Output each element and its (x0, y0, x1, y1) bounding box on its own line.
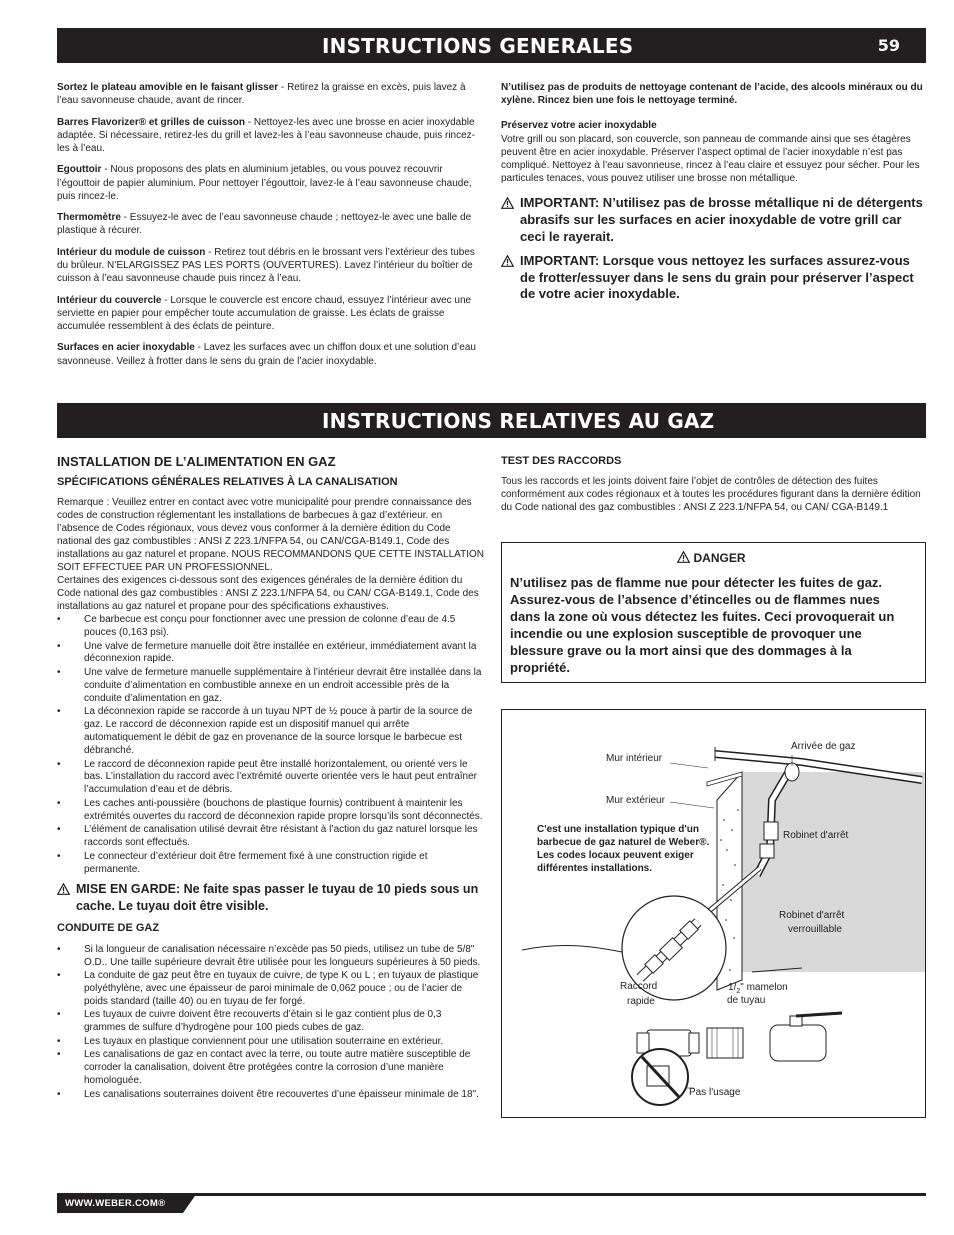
label-raccord-2: rapide (627, 996, 655, 1007)
label-robinet-verrouillable-2: verrouillable (788, 924, 842, 935)
spec-bullet-list (57, 614, 485, 876)
spec-title: SPÉCIFICATIONS GÉNÉRALES RELATIVES À LA CANALISATION (57, 476, 398, 489)
paragraph-heading: Egouttoir (57, 164, 102, 176)
general-paragraph (57, 341, 485, 367)
list-item: • Les canalisations souterraines doivent être recouvertes d’une épaisseur minimale de 18". (57, 1089, 485, 1102)
warning-icon (501, 255, 514, 267)
conduite-bullet-list (57, 944, 485, 1102)
list-item: • Le raccord de déconnexion rapide peut être installé horizontalement, ou orienté vers le bas. L’installation du raccord avec l’extrémité ouverte orientée vers le haut peut entraîner l’accumulation d’eau et de débris. (57, 759, 485, 798)
list-item: • La déconnexion rapide se raccorde à un tuyau NPT de ½ pouce à partir de la source de gaz. Le raccord de déconnexion rapide est un dispositif manuel qui arrête automatiquement le débit de gaz en provenance de la source lorsque le barbecue est débranché. (57, 706, 485, 758)
test-text: Tous les raccords et les joints doivent faire l’objet de contrôles de détection des fuites conformément aux codes régionaux et à toutes les procédures figurant dans la dernière édition du Code national des gaz combustibles : ANSI Z 223.1/NFPA 54, ou CAN/ CGA-B149.1 (501, 476, 921, 514)
list-item: • Les tuyaux en plastique conviennent pour une utilisation souterraine en extérieur. (57, 1036, 485, 1049)
general-paragraph (57, 116, 485, 156)
gas-right-column (501, 455, 926, 515)
list-item: • Ce barbecue est conçu pour fonctionner avec une pression de colonne d’eau de 4.5 pouces (0,163 psi). (57, 614, 485, 640)
paragraph-heading: Barres Flavorizer® et grilles de cuisson (57, 116, 245, 128)
preserve-text: Votre grill ou son placard, son couvercle, son panneau de commande ainsi que ses étagères peuvent être en acier inoxydable. Préserver l’aspect optimal de l’acier inoxydable n’est pas compliqué. Nettoyez à l’eau savonneuse, rincez à l’eau claire et essuyez pour sécher. Pour les particules tenaces, vous pouvez utiliser une brosse non métallique. (501, 133, 920, 185)
page-number: 59 (877, 36, 900, 55)
list-item: • Une valve de fermeture manuelle doit être installée en extérieur, immédiatement avant la déconnexion rapide. (57, 641, 485, 667)
label-robinet-arret: Robinet d'arrêt (783, 830, 849, 841)
diagram-note: C'est une installation typique d'un barbecue de gaz naturel de Weber®. Les codes locaux peuvent exiger différentes installations. (537, 824, 710, 874)
paragraph-text: - Nous proposons des plats en aluminium jetables, ou vous pouvez recouvrir l’égouttoir de papier aluminium. Pour nettoyer l’égouttoir, lavez-le à l’eau savonneuse chaude, puis rincez-le. (57, 164, 472, 202)
paragraph-heading: Sortez le plateau amovible en le faisant glisser (57, 82, 279, 93)
general-paragraph (57, 294, 485, 334)
conduite-title: CONDUITE DE GAZ (57, 922, 160, 935)
gas-left-column (57, 455, 485, 1101)
danger-text: N’utilisez pas de flamme nue pour détecter les fuites de gaz. Assurez-vous de l’absence d’étincelles ou de flammes nues dans la zone où vous détectez les fuites. Ceci provoquerait un incendie ou une explosion susceptible de provoquer une blessure grave ou la mort ainsi que des dommages à la propriété. (510, 575, 895, 675)
danger-title: DANGER (693, 551, 746, 565)
label-mur-interieur: Mur intérieur (606, 753, 663, 764)
general-left-column (57, 81, 485, 376)
preserve-title: Préservez votre acier inoxydable (501, 120, 657, 132)
paragraph-text: - Essuyez-le avec de l’eau savonneuse chaude ; nettoyez-le avec une balle de plastique à récurer. (57, 212, 472, 237)
install-title: INSTALLATION DE L’ALIMENTATION EN GAZ (57, 454, 336, 469)
section-header-gas (57, 403, 926, 438)
danger-heading (510, 551, 913, 565)
remark-text: Remarque : Veuillez entrer en contact avec votre municipalité pour prendre connaissance des codes de construction réglementant les installations de barbecues à gaz d’extérieur. en l’absence de Codes régionaux, vous devez vous conformer à la dernière édition du Code national des gaz combustibles : ANSI Z 223.1/NFPA 54, ou CAN/CGA-B149.1, Code des installations au gaz naturel et propane. NOUS RECOMMANDONS QUE CETTE INSTALLATION SOIT EFFECTUEE PAR UN PROFESSIONNEL. (57, 497, 484, 573)
mise-en-garde-notice (57, 881, 485, 914)
paragraph-text: - Nettoyez-les avec une brosse en acier inoxydable adaptée. Si nécessaire, retirez-les du grill et lavez-les à l’eau savonneuse chaude, puis rincez-les à l’eau. (57, 116, 476, 154)
list-item: • L’élément de canalisation utilisé devrait être résistant à l’action du gaz naturel lorsque les raccords sont effectués. (57, 824, 485, 850)
label-mur-exterieur: Mur extérieur (606, 795, 665, 806)
label-mamelon-2: de tuyau (727, 995, 766, 1006)
certain-text: Certaines des exigences ci-dessous sont des exigences générales de la dernière édition du Code national des gaz combustibles : ANSI Z 223.1/NFPA 54, ou CAN/ CGA-B149.1, Code des installations au gaz naturel et propane pour des spécifications exhaustives. (57, 574, 479, 612)
list-item: • Le connecteur d’extérieur doit être fermement fixé à une construction rigide et permanente. (57, 851, 485, 877)
general-right-column (501, 81, 926, 303)
general-paragraph (57, 81, 485, 107)
paragraph-heading: Surfaces en acier inoxydable (57, 342, 195, 354)
label-robinet-verrouillable-1: Robinet d'arrêt (779, 910, 845, 921)
paragraph-text: - Retirez la graisse en excès, puis lavez à l’eau savonneuse chaude, avant de rincer. (57, 82, 466, 107)
installation-illustration (502, 710, 926, 1118)
important-notice-1 (501, 195, 926, 245)
danger-box (501, 542, 926, 683)
section-title-gas: INSTRUCTIONS RELATIVES AU GAZ (322, 409, 715, 433)
warning-icon (677, 551, 690, 563)
list-item: • Une valve de fermeture manuelle supplémentaire à l’intérieur devrait être installée dans la conduite d’alimentation en combustible annexe en un endroit accessible près de la conduite d’alimentation en gaz. (57, 667, 485, 706)
not-allowed-icon (632, 1049, 688, 1105)
section-title-general: INSTRUCTIONS GENERALES (322, 34, 634, 58)
paragraph-text: - Lavez les surfaces avec un chiffon doux et une solution d’eau savonneuse. Veillez à frotter dans le sens du grain de l’acier inoxydable. (57, 342, 476, 367)
mise-en-garde-text: MISE EN GARDE: Ne faite spas passer le tuyau de 10 pieds sous un cache. Le tuyau doit être visible. (76, 882, 479, 913)
gas-installation-diagram (501, 709, 926, 1118)
label-mamelon-1: $1/_2$" mamelon (728, 982, 788, 995)
warning-icon (501, 197, 514, 209)
general-paragraph (57, 163, 485, 203)
list-item: • Les tuyaux de cuivre doivent être recouverts d’étain si le gaz contient plus de 0,3 grammes de sulfure d’hydrogène pour 100 pieds cubes de gaz. (57, 1009, 485, 1035)
general-paragraph (57, 211, 485, 237)
important-2-text: IMPORTANT: Lorsque vous nettoyez les surfaces assurez-vous de frotter/essuyer dans le sens du grain pour préserver l’aspect de votre acier inoxydable. (520, 253, 914, 302)
important-notice-2 (501, 253, 926, 303)
list-item: • Les caches anti-poussière (bouchons de plastique fournis) contribuent à maintenir les extrémités ouvertes du raccord de déconnexion rapide propre lorsqu’ils sont déconnectés. (57, 798, 485, 824)
important-1-text: IMPORTANT: N’utilisez pas de brosse métallique ni de détergents abrasifs sur les surfaces en acier inoxydable de votre grill car ceci le rayerait. (520, 195, 923, 244)
paragraph-text: - Lorsque le couvercle est encore chaud, essuyez l’intérieur avec une serviette en papier pour empêcher toute accumulation de graisse. Les éclats de graisse accumulée ressemblent à des éclats de peinture. (57, 294, 472, 332)
pipe-nipple-part (707, 1028, 743, 1058)
test-title: TEST DES RACCORDS (501, 455, 622, 467)
warning-icon (57, 883, 70, 895)
shutoff-valve-part (770, 1013, 842, 1061)
paragraph-heading: Intérieur du module de cuisson (57, 246, 206, 258)
label-pas-usage: Pas l'usage (689, 1087, 741, 1098)
label-arrivee-gaz: Arrivée de gaz (791, 741, 856, 752)
general-paragraph (57, 246, 485, 286)
acid-warning-text: N’utilisez pas de produits de nettoyage contenant de l’acide, des alcools minéraux ou du xylène. Rincez bien une fois le nettoyage terminé. (501, 82, 923, 107)
list-item: • Les canalisations de gaz en contact avec la terre, ou toute autre matière susceptible de corroder la canalisation, doivent être protégées contre la corrosion d’une manière homologuée. (57, 1049, 485, 1088)
paragraph-heading: Intérieur du couvercle (57, 294, 162, 306)
list-item: • Si la longueur de canalisation nécessaire n’excède pas 50 pieds, utilisez un tube de 5/8" O.D.. Une taille supérieure devrait être utilisée pour les longueurs supérieures à 50 pieds. (57, 944, 485, 970)
paragraph-heading: Thermomètre (57, 212, 121, 224)
paragraph-text: - Retirez tout débris en le brossant vers l’extérieur des tubes du brûleur. N’ELARGISSEZ PAS LES PORTS (OUVERTURES). Lavez l’intérieur du boîtier de cuisson à l’eau savonneuse chaude puis rincez à l’eau. (57, 246, 475, 285)
footer-url: WWW.WEBER.COM® (65, 1198, 166, 1209)
list-item: • La conduite de gaz peut être en tuyaux de cuivre, de type K ou L ; en tuyaux de plastique polyéthylène, avec une épaisseur de paroi minimale de 0,062 pouce ; ou de l’acier de poids standard (taille 40) ou en tuyau de fer forgé. (57, 970, 485, 1009)
section-header-general (57, 28, 926, 63)
label-raccord-1: Raccord (620, 981, 658, 992)
